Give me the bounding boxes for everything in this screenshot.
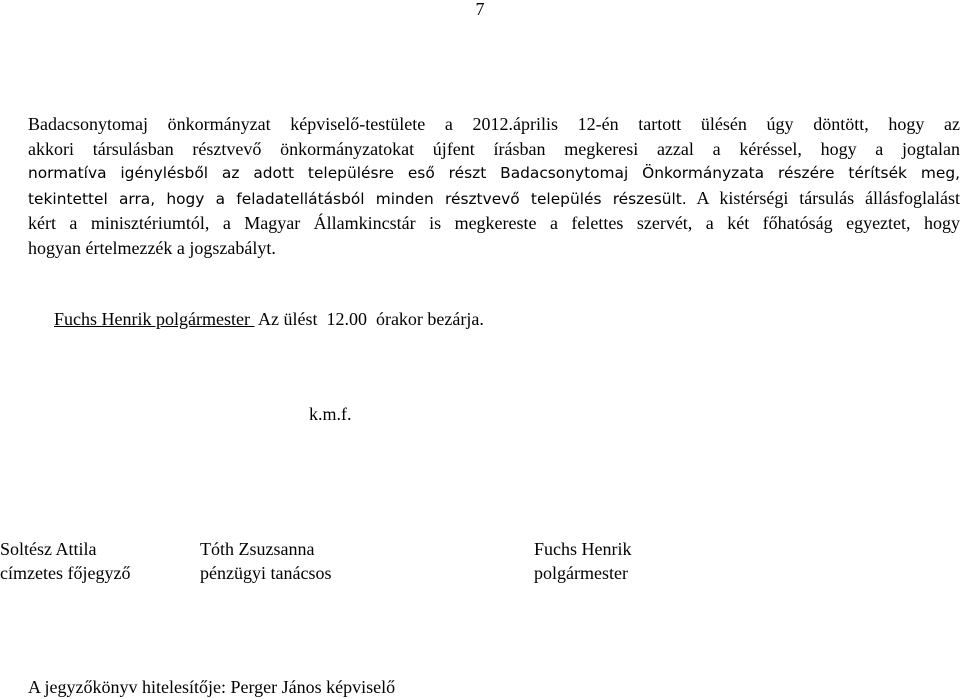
signature-block-2 xyxy=(200,537,331,585)
minutes-authenticator: A jegyzőkönyv hitelesítője: Perger János képviselő xyxy=(28,677,396,697)
page-number: 7 xyxy=(475,0,485,19)
signature-name: Soltész Attila xyxy=(0,539,97,559)
kmf-label: k.m.f. xyxy=(309,404,352,424)
paragraph-line-4-sans: tekintettel arra, hogy a feladatellátásból minden résztvevő település részesült. xyxy=(28,189,687,208)
main-paragraph xyxy=(28,112,960,260)
paragraph-line-2: akkori társulásban résztvevő önkormányzatokat újfent írásban megkeresi azzal a kéréssel, hogy a jogtalan xyxy=(28,138,960,159)
paragraph-line-5: kért a minisztériumtól, a Magyar Államkincstár is megkereste a felettes szervét, a két főhatóság egyeztet, hogy xyxy=(28,213,960,233)
signature-title: polgármester xyxy=(534,563,628,583)
signature-title: címzetes főjegyző xyxy=(0,563,131,583)
signature-block-1 xyxy=(0,537,130,585)
signature-block-3 xyxy=(534,537,632,585)
signature-name: Tóth Zsuzsanna xyxy=(200,539,315,559)
paragraph-line-6: hogyan értelmezzék a jogszabályt. xyxy=(28,237,276,258)
closing-statement xyxy=(54,307,484,331)
closing-meeting-end: Az ülést 12.00 órakor bezárja. xyxy=(254,309,484,329)
signature-name: Fuchs Henrik xyxy=(534,539,632,559)
paragraph-line-4-serif: A kistérségi társulás állásfoglalást xyxy=(686,187,960,208)
paragraph-line-1: Badacsonytomaj önkormányzat képviselő-testülete a 2012.április 12-én tartott ülésén úgy döntött, hogy az xyxy=(28,114,960,134)
paragraph-line-3: normatíva igénylésből az adott településre eső részt Badacsonytomaj Önkormányzata részére térítsék meg, xyxy=(28,164,960,182)
signature-title: pénzügyi tanácsos xyxy=(200,563,332,583)
closing-mayor-name: Fuchs Henrik polgármester xyxy=(54,309,255,329)
paragraph-line-4 xyxy=(28,186,960,212)
